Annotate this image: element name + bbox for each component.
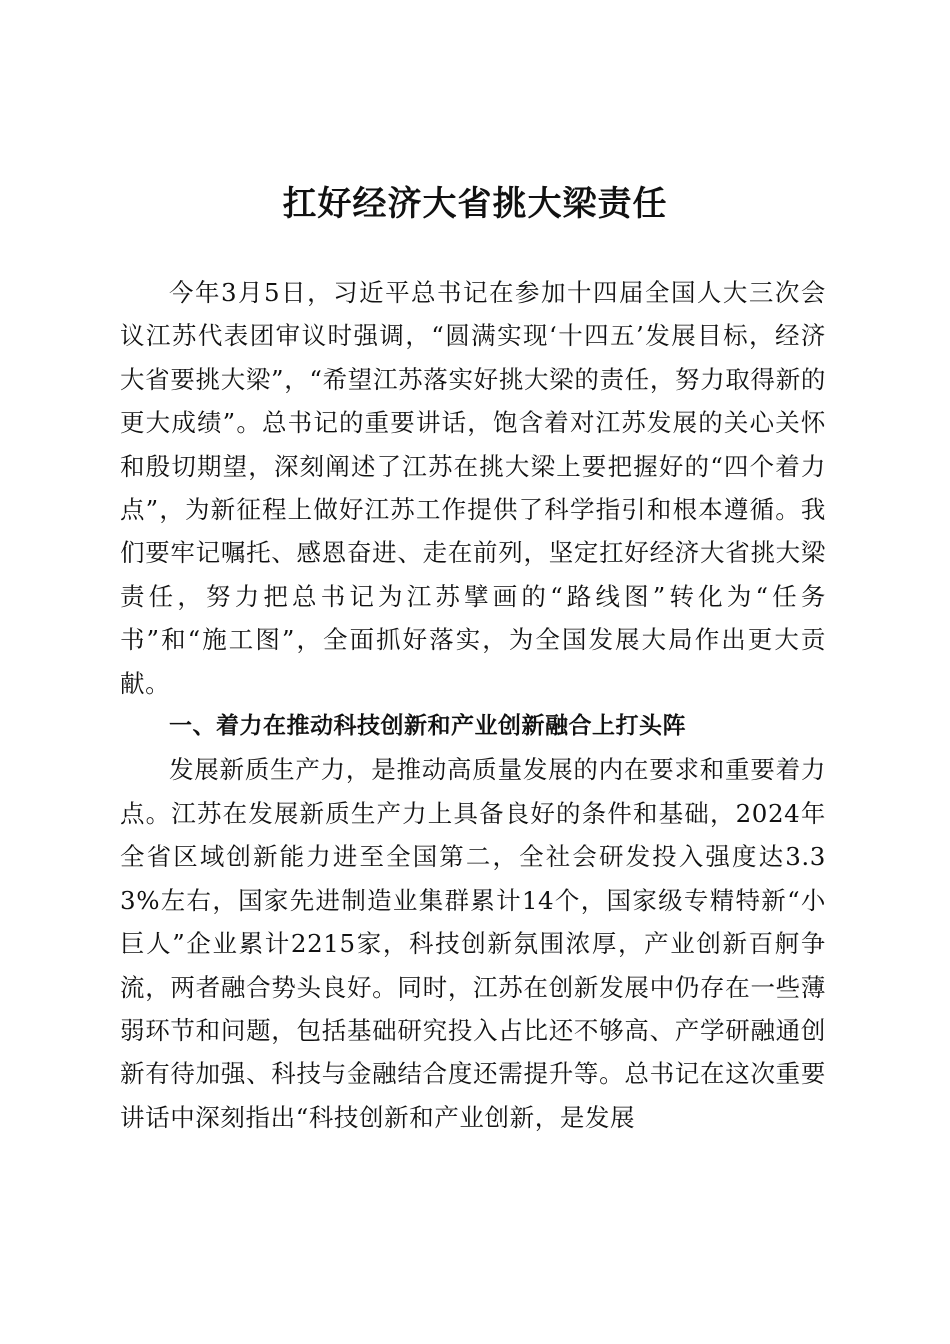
paragraph-intro: 今年3月5日，习近平总书记在参加十四届全国人大三次会议江苏代表团审议时强调，“圆满实现‘十四五’发展目标，经济大省要挑大梁”，“希望江苏落实好挑大梁的责任，努力取得新的更大成绩”。总书记的重要讲话，饱含着对江苏发展的关心关怀和殷切期望，深刻阐述了江苏在挑大梁上要把握好的“四个着力点”，为新征程上做好江苏工作提供了科学指引和根本遵循。我们要牢记嘱托、感恩奋进、走在前列，坚定扛好经济大省挑大梁责任，努力把总书记为江苏擘画的“路线图”转化为“任务书”和“施工图”，全面抓好落实，为全国发展大局作出更大贡献。 — [120, 278, 826, 698]
document-body — [120, 271, 826, 1139]
document-title: 扛好经济大省挑大梁责任 — [282, 184, 668, 224]
section-heading-1: 一、着力在推动科技创新和产业创新融合上打头阵 — [169, 713, 686, 740]
paragraph-section-1: 发展新质生产力，是推动高质量发展的内在要求和重要着力点。江苏在发展新质生产力上具备良好的条件和基础，2024年全省区域创新能力进至全国第二，全社会研发投入强度达3.33%左右，国家先进制造业集群累计14个，国家级专精特新“小巨人”企业累计2215家，科技创新氛围浓厚，产业创新百舸争流，两者融合势头良好。同时，江苏在创新发展中仍存在一些薄弱环节和问题，包括基础研究投入占比还不够高、产学研融通创新有待加强、科技与金融结合度还需提升等。总书记在这次重要讲话中深刻指出“科技创新和产业创新，是发展 — [120, 755, 826, 1132]
